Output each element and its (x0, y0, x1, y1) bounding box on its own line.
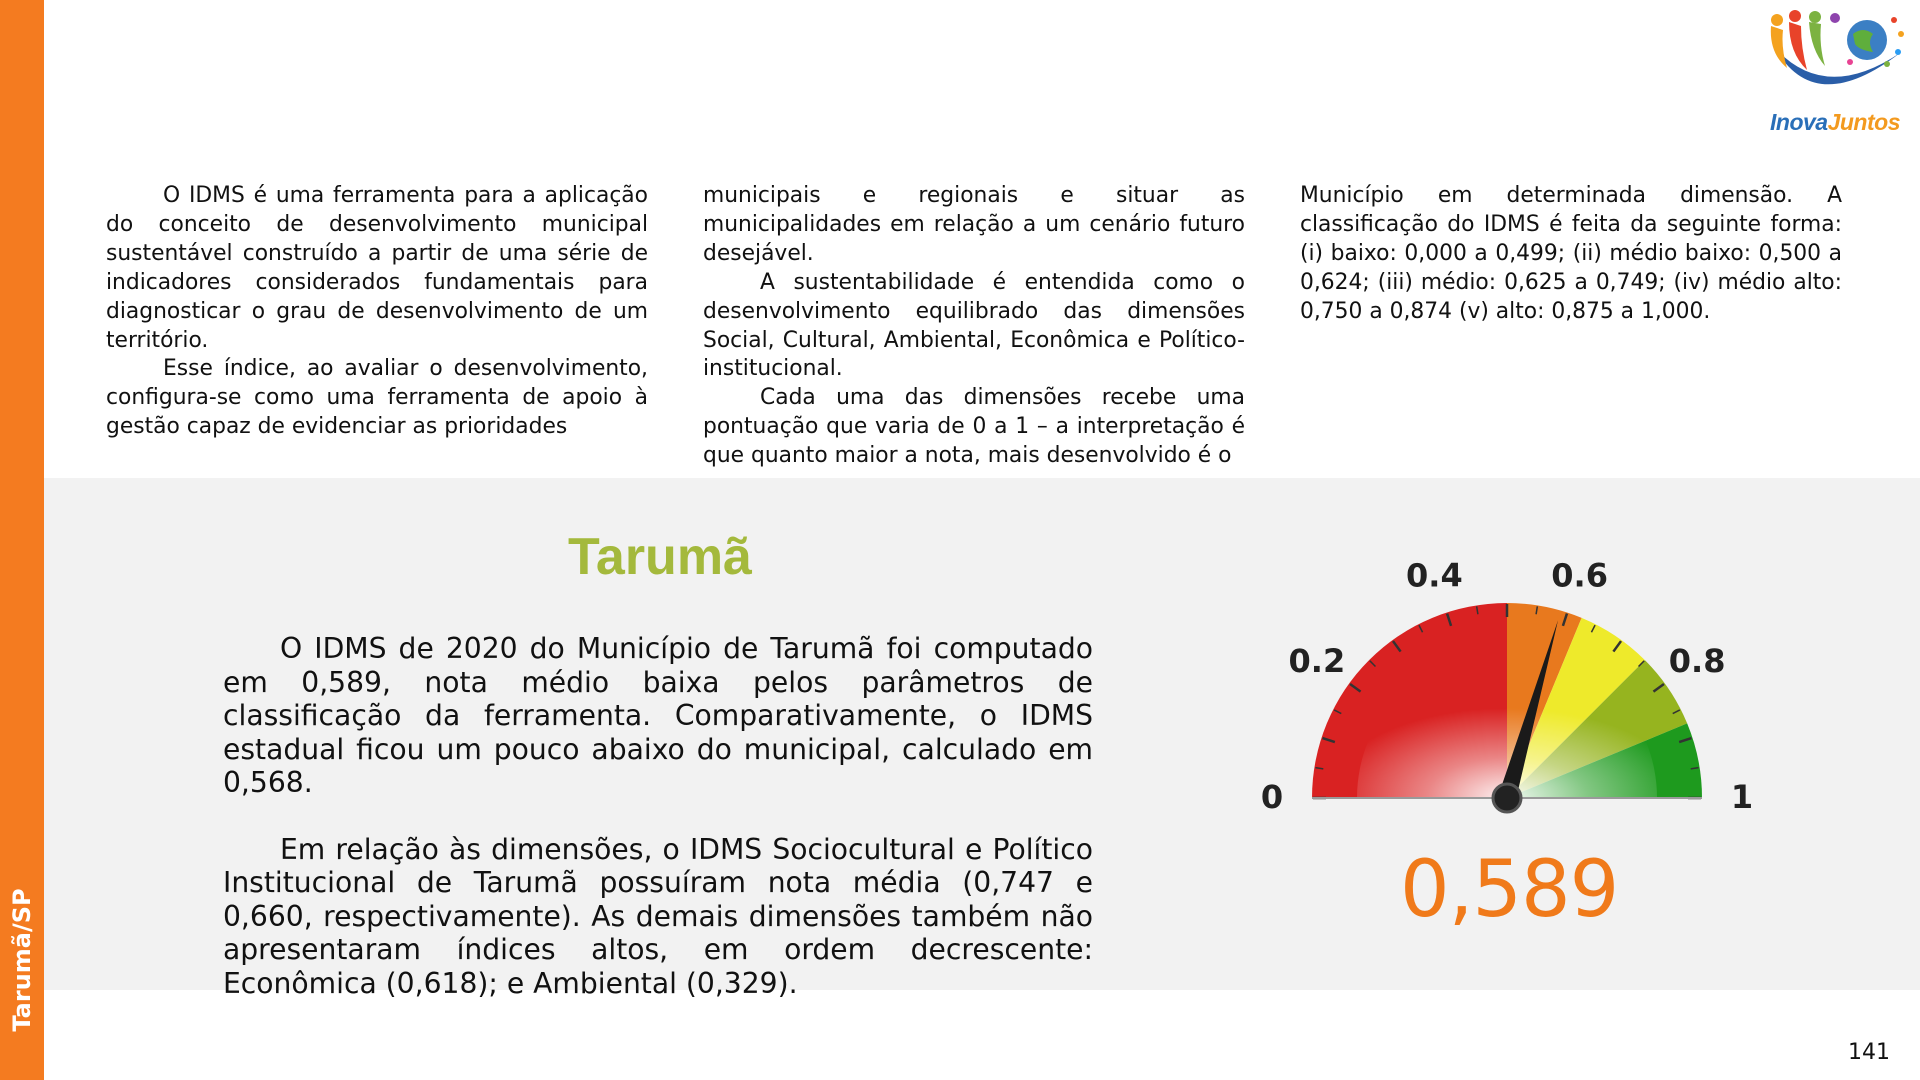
intro-paragraph: Cada uma das dimensões recebe uma pontuação que varia de 0 a 1 – a interpretação é que quanto maior a nota, mais desenvolvido é o (703, 385, 1245, 469)
intro-column-1 (106, 182, 648, 442)
inova-juntos-logo (1755, 8, 1915, 138)
intro-paragraph: Município em determinada dimensão. A classificação do IDMS é feita da seguinte forma: (i) baixo: 0,000 a 0,499; (ii) médio baixo: 0,500 a 0,624; (iii) médio: 0,625 a 0,749; (iv) médio alto: 0,750 a 0,874 (v) alto: 0,875 a 1,000. (1300, 183, 1842, 324)
gauge-tick-label: 0.4 (1406, 556, 1463, 595)
side-label: Tarumã/SP (8, 888, 36, 1032)
gauge-tick-label: 0.2 (1288, 641, 1346, 680)
gauge-tick-label: 0 (1260, 778, 1284, 816)
page-number: 141 (1848, 1040, 1890, 1065)
section-body (223, 632, 1093, 1000)
intro-column-3 (1300, 182, 1842, 327)
intro-paragraph: Esse índice, ao avaliar o desenvolvimento, configura-se como uma ferramenta de apoio à gestão capaz de evidenciar as prioridades (106, 356, 648, 440)
intro-paragraph: municipais e regionais e situar as municipalidades em relação a um cenário futuro desejável. (703, 183, 1245, 266)
section-title: Tarumã (568, 528, 752, 586)
gauge-hub (1493, 784, 1521, 812)
section-paragraph: O IDMS de 2020 do Município de Tarumã foi computado em 0,589, nota médio baixa pelos parâmetros de classificação da ferramenta. Comparativamente, o IDMS estadual ficou um pouco abaixo do municipal, calculado em 0,568. (223, 632, 1093, 799)
intro-paragraph: O IDMS é uma ferramenta para a aplicação do conceito de desenvolvimento municipal sustentável construído a partir de uma série de indicadores considerados fundamentais para diagnosticar o grau de desenvolvimento de um território. (106, 183, 648, 353)
intro-column-2 (703, 182, 1245, 471)
logo-text-inova: Inova (1770, 109, 1828, 135)
idms-gauge (1250, 555, 1770, 835)
gauge-tick-label: 0.8 (1668, 641, 1726, 680)
logo-graphic (1755, 8, 1915, 108)
side-bar (0, 0, 44, 1080)
intro-paragraph: A sustentabilidade é entendida como o desenvolvimento equilibrado das dimensões Social, Cultural, Ambiental, Econômica e Político-institucional. (703, 269, 1245, 382)
logo-text (1755, 109, 1915, 136)
gauge-tick-label: 1 (1730, 778, 1754, 816)
section-paragraph: Em relação às dimensões, o IDMS Sociocultural e Político Institucional de Tarumã possuíram nota média (0,747 e 0,660, respectivamente). As demais dimensões também não apresentaram índices altos, em ordem decrescente: Econômica (0,618); e Ambiental (0,329). (223, 832, 1093, 1000)
gauge-value-label: 0,589 (1400, 845, 1619, 935)
gauge-tick-label: 0.6 (1551, 556, 1608, 595)
logo-text-juntos: Juntos (1827, 109, 1900, 135)
